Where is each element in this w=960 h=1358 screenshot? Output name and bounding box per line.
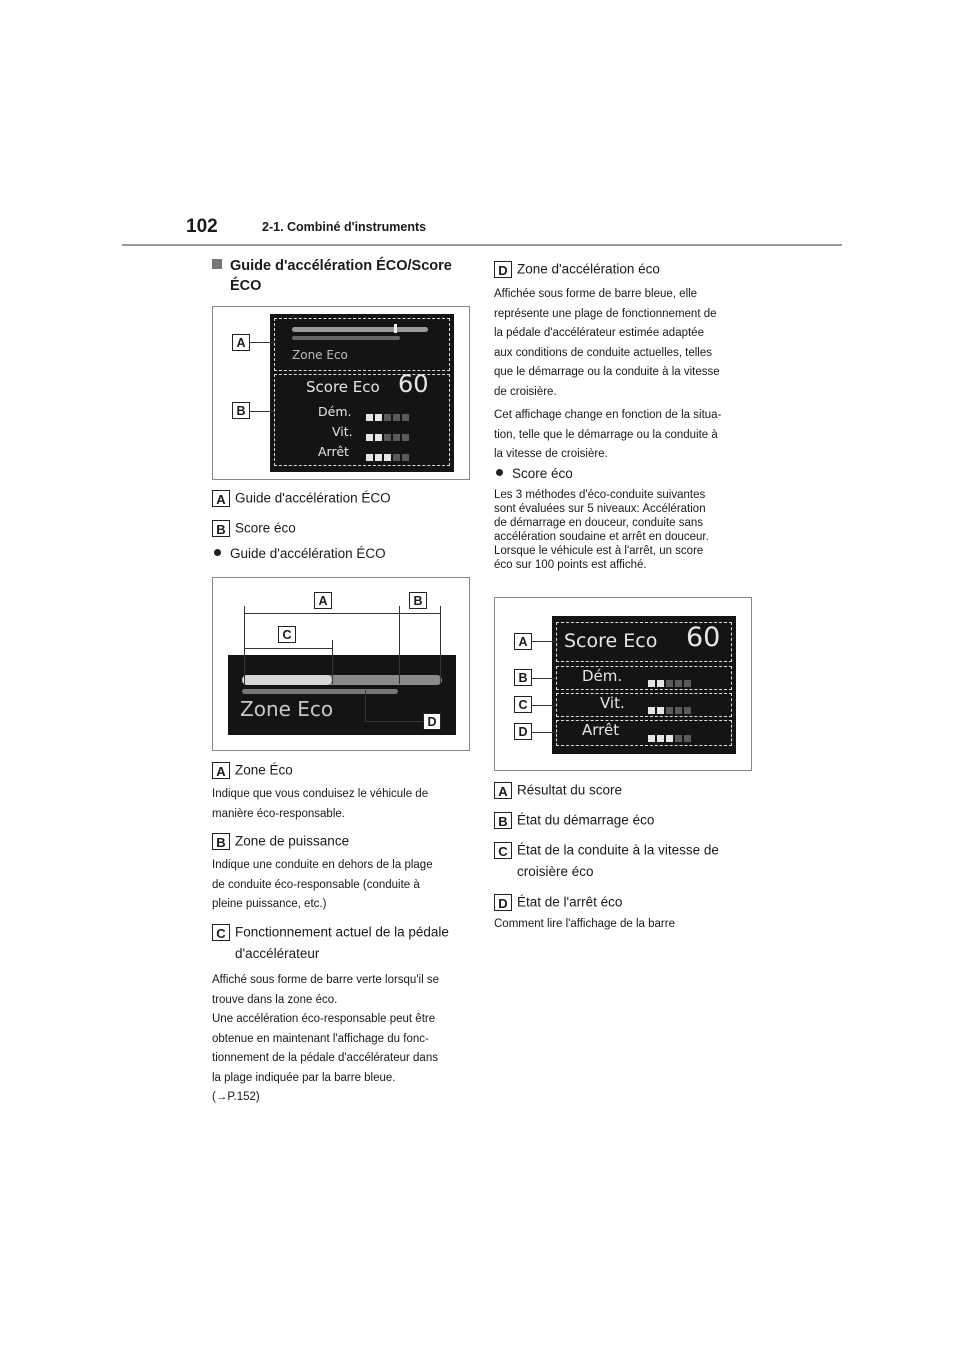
bullet-score: Score éco <box>496 464 573 484</box>
display-screen <box>270 314 454 472</box>
callout-d-line-v <box>365 690 366 722</box>
legend3-c: C État de la conduite à la vitesse de croisière éco <box>494 839 764 883</box>
score-eco-label: Score Eco <box>564 630 658 652</box>
row-vit-label: Vit. <box>332 424 353 439</box>
row-vit-frame <box>556 693 732 717</box>
row-dem-label: Dém. <box>318 404 352 419</box>
callout-a: A <box>314 592 332 609</box>
legend-a: A Guide d'accélération ÉCO <box>212 487 391 509</box>
row-arret-label: Arrêt <box>582 721 620 739</box>
row-arret-level <box>648 729 693 747</box>
row-arret-level <box>366 448 411 466</box>
eco-range-bar <box>292 336 400 340</box>
bullet-icon <box>496 469 503 476</box>
item-zone-puissance: B Zone de puissance Indique une conduite en dehors de la plage de conduite éco-responsable (conduite à pleine puissance, etc.) <box>212 833 433 911</box>
callout-b: B <box>409 592 427 609</box>
callout-a-line <box>532 641 556 642</box>
zone-eco-label: Zone Eco <box>240 697 334 721</box>
callout-b: B <box>514 669 532 686</box>
dim-a-line <box>244 613 399 614</box>
callout-b: B <box>232 402 250 419</box>
score-screen <box>552 616 736 754</box>
bullet-guide: Guide d'accélération ÉCO <box>214 544 386 564</box>
dim-c-line <box>244 648 332 649</box>
chapter-title: 2-1. Combiné d'instruments <box>262 220 427 234</box>
square-bullet-icon <box>212 259 222 269</box>
row-dem-level <box>366 408 411 426</box>
row-dem-level <box>648 674 693 692</box>
callout-d: D <box>514 723 532 740</box>
legend3-d: D État de l'arrêt éco <box>494 891 622 913</box>
zone-eco-label: Zone Eco <box>292 348 348 362</box>
eco-guide-frame <box>274 318 450 371</box>
item-zone-eco: A Zone Éco Indique que vous conduisez le véhicule de manière éco-responsable. <box>212 762 429 820</box>
score-value: 60 <box>398 370 429 398</box>
item-pedale: C Fonctionnement actuel de la pédale d'accélérateur Affiché sous forme de barre verte lorsqu'il se trouve dans la zone éco. Une accélération éco-responsable peut être obtenue en maintenant l'affichage du fonc- tionnement de la pédale d'accélérateur dans la plage indiquée par la barre bleue. (→P.152) <box>212 924 449 1104</box>
tick-right <box>440 606 441 684</box>
section-heading: Guide d'accélération ÉCO/Score ÉCO <box>212 256 472 296</box>
item-zone-acceleration: D Zone d'accélération éco Affichée sous forme de barre bleue, elle représente une plage de fonctionnement de la pédale d'accélérateur estimée adaptée aux conditions de conduite actuelles, telles que le démarrage ou la conduite à la vitesse de croisière. Cet affichage change en fonction de la situa- tion, telle que le démarrage ou la conduite à la vitesse de croisière. <box>494 261 722 461</box>
eco-zone-bar <box>242 675 332 685</box>
callout-a: A <box>514 633 532 650</box>
callout-a-line <box>250 342 274 343</box>
row-dem-label: Dém. <box>582 667 623 685</box>
legend3-b: B État du démarrage éco <box>494 809 654 831</box>
bullet-icon <box>214 549 221 556</box>
callout-d-line <box>532 732 556 733</box>
legend3-a: A Résultat du score <box>494 779 622 801</box>
callout-d: D <box>423 713 441 730</box>
header-divider <box>122 244 842 246</box>
legend-b: B Score éco <box>212 517 296 539</box>
row-vit-level <box>366 428 411 446</box>
guide-screen <box>228 655 456 735</box>
figure-score-eco <box>494 597 752 771</box>
figure-eco-guide <box>212 577 470 751</box>
eco-accel-bar <box>242 689 398 694</box>
tick-c-right <box>332 640 333 684</box>
callout-d-line-h <box>365 721 423 722</box>
callout-c-line <box>532 705 556 706</box>
footer-note: Comment lire l'affichage de la barre <box>494 918 675 930</box>
dim-b-line <box>399 613 440 614</box>
score-eco-label: Score Eco <box>306 378 380 396</box>
score-value: 60 <box>686 622 721 653</box>
row-arret-label: Arrêt <box>318 444 349 459</box>
callout-a: A <box>232 334 250 351</box>
tick-left <box>244 606 245 684</box>
eco-guide-marker <box>394 324 397 333</box>
callout-c: C <box>278 626 296 643</box>
eco-guide-bar <box>292 327 428 332</box>
callout-b-line <box>250 411 274 412</box>
row-vit-level <box>648 701 693 719</box>
row-vit-label: Vit. <box>600 694 625 712</box>
callout-b-line <box>532 678 556 679</box>
figure-eco-display <box>212 306 470 480</box>
score-description: Les 3 méthodes d'éco-conduite suivantes sont évaluées sur 5 niveaux: Accélération de démarrage en douceur, conduite sans accélération soudaine et arrêt en douceur. Lorsque le véhicule est à l'arrêt, un score éco sur 100 points est affiché. <box>494 489 709 571</box>
tick-ab <box>399 606 400 684</box>
page-number: 102 <box>186 216 218 237</box>
callout-c: C <box>514 696 532 713</box>
